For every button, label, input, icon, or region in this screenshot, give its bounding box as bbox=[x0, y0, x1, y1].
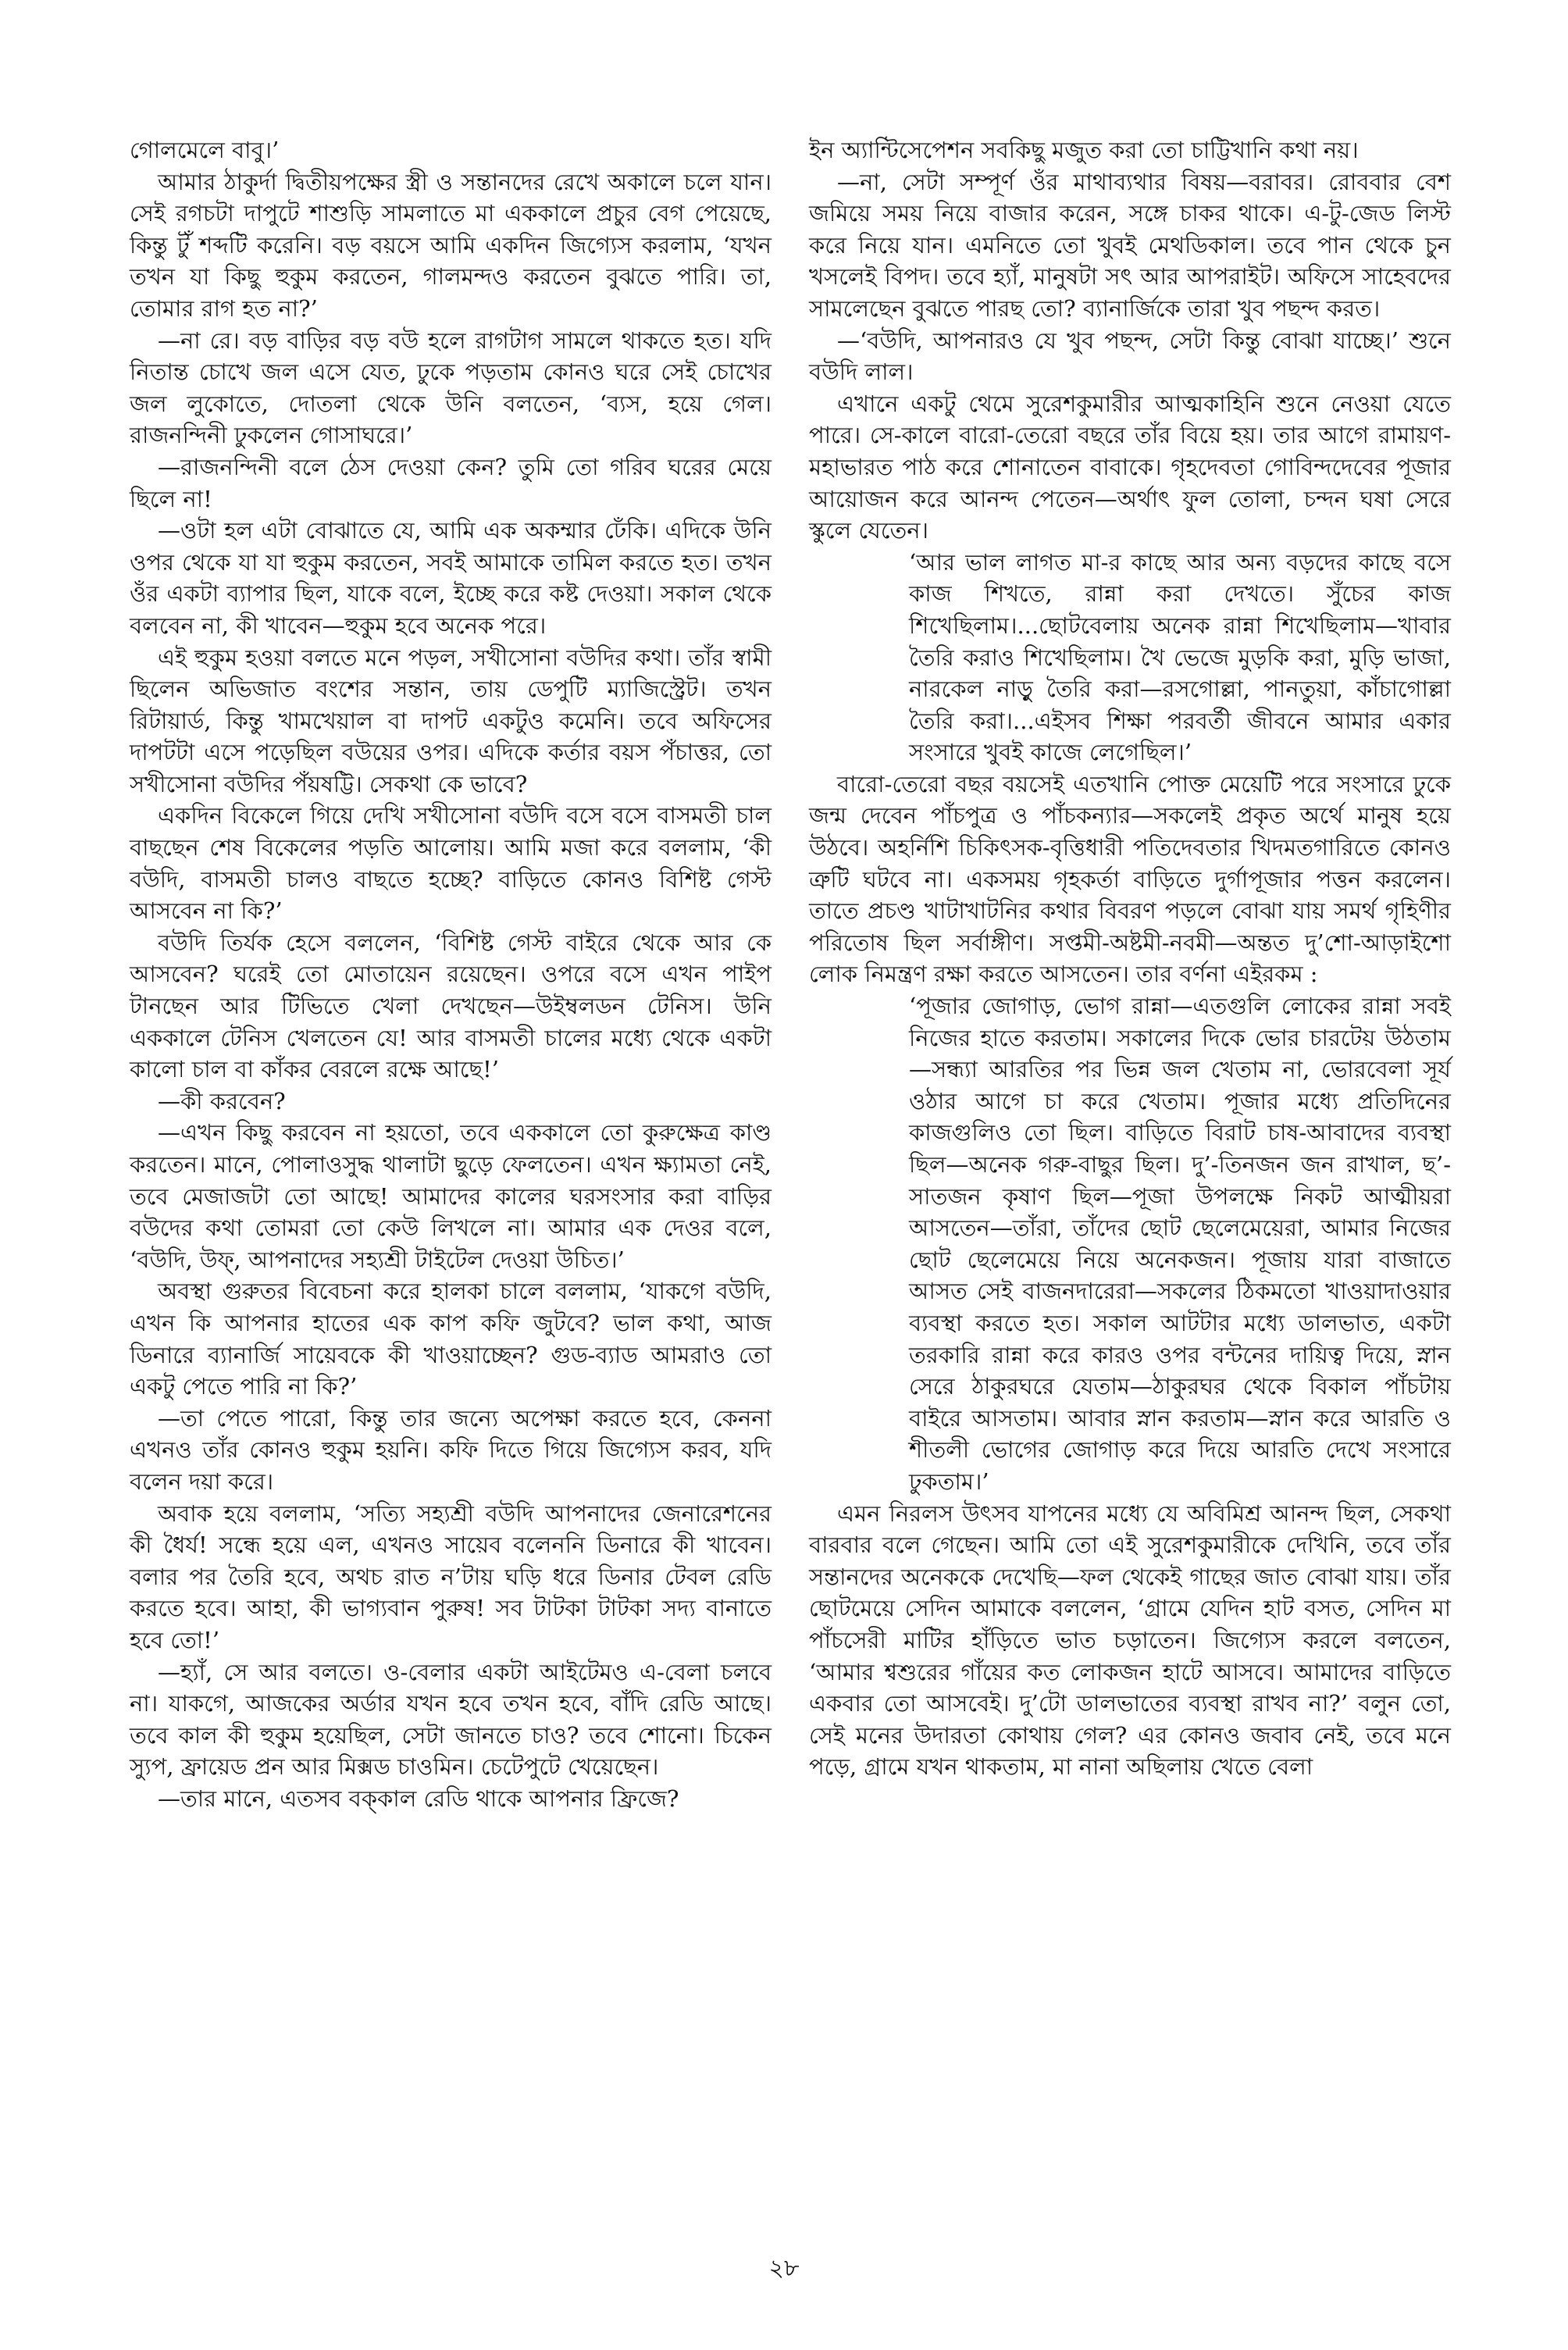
paragraph: অবাক হয়ে বললাম, ‘সত্যি সহ্যশ্রী বউদি আপনাদের জেনারেশনের কী ধৈর্য! সন্ধে হয়ে এল, এখনও সায়েব বলেননি ডিনারে কী খাবেন। বলার পর তৈরি হবে, অথচ রাত ন’টায় ঘড়ি ধরে ডিনার টেবল রেডি করতে হবে। আহা, কী ভাগ্যবান পুরুষ! সব টাটকা টাটকা সদ্য বানাতে হবে তো!’ bbox=[130, 1500, 772, 1653]
paragraph: বারো-তেরো বছর বয়সেই এতখানি পোক্ত মেয়েটি পরে সংসারে ঢুকে জন্ম দেবেন পাঁচপুত্র ও পাঁচকন্যার—সকলেই প্রকৃত অর্থে মানুষ হয়ে উঠবে। অহর্নিশি চিকিৎসক-বৃত্তিধারী পতিদেবতার খিদমতগারিতে কোনও ত্রুটি ঘটবে না। একসময় গৃহকর্তা বাড়িতে দুর্গাপূজার পত্তন করলেন। তাতে প্রচণ্ড খাটাখাটনির কথার বিবরণ পড়লে বোঝা যায় সমর্থ গৃহিণীর পরিতোষ ছিল সর্বাঙ্গীণ। সপ্তমী-অষ্টমী-নবমী—অন্তত দু’শো-আড়াইশো লোক নিমন্ত্রণ রক্ষা করতে আসতেন। তার বর্ণনা এইরকম : bbox=[809, 770, 1451, 988]
paragraph: আমার ঠাকুর্দা দ্বিতীয়পক্ষের স্ত্রী ও সন্তানদের রেখে অকালে চলে যান। সেই রগচটা দাপুটে শাশুড়ি সামলাতে মা এককালে প্রচুর বেগ পেয়েছে, কিন্তু টুঁ শব্দটি করেনি। বড় বয়সে আমি একদিন জিগ্যেস করলাম, ‘যখন তখন যা কিছু হুকুম করতেন, গালমন্দও করতেন বুঝতে পারি। তা, তোমার রাগ হত না?’ bbox=[130, 168, 772, 322]
paragraph: —‘বউদি, আপনারও যে খুব পছন্দ, সেটা কিন্তু বোঝা যাচ্ছে।’ শুনে বউদি লাল। bbox=[809, 326, 1451, 386]
paragraph: অবস্থা গুরুতর বিবেচনা করে হালকা চালে বললাম, ‘যাকগে বউদি, এখন কি আপনার হাতের এক কাপ কফি জুটবে? ভাল কথা, আজ ডিনারে ব্যানার্জি সায়েবকে কী খাওয়াচ্ছেন? গুড-ব্যাড আমরাও তো একটু পেতে পারি না কি?’ bbox=[130, 1278, 772, 1400]
paragraph: —এখন কিছু করবেন না হয়তো, তবে এককালে তো কুরুক্ষেত্র কাণ্ড করতেন। মানে, পোলাওসুদ্ধ থালাটা ছুড়ে ফেলতেন। এখন ক্ষ্যামতা নেই, তবে মেজাজটা তো আছে! আমাদের কালের ঘরসংসার করা বাড়ির বউদের কথা তোমরা তো কেউ লিখলে না। আমার এক দেওর বলে, ‘বউদি, উফ্, আপনাদের সহ্যশ্রী টাইটেল দেওয়া উচিত।’ bbox=[130, 1119, 772, 1273]
paragraph: এমন নিরলস উৎসব যাপনের মধ্যে যে অবিমিশ্র আনন্দ ছিল, সেকথা বারবার বলে গেছেন। আমি তো এই সুরেশকুমারীকে দেখিনি, তবে তাঁর সন্তানদের অনেককে দেখেছি—ফল থেকেই গাছের জাত বোঝা যায়। তাঁর ছোটমেয়ে সেদিন আমাকে বললেন, ‘গ্রামে যেদিন হাট বসত, সেদিন মা পাঁচসেরী মাটির হাঁড়িতে ভাত চড়াতেন। জিগ্যেস করলে বলতেন, ‘আমার শ্বশুরের গাঁয়ের কত লোকজন হাটে আসবে। আমাদের বাড়িতে একবার তো আসবেই। দু’টো ডালভাতের ব্যবস্থা রাখব না?’ বলুন তো, সেই মনের উদারতা কোথায় গেল? এর কোনও জবাব নেই, তবে মনে পড়ে, গ্রামে যখন থাকতাম, মা নানা অছিলায় খেতে বেলা bbox=[809, 1500, 1451, 1781]
paragraph: একদিন বিকেলে গিয়ে দেখি সখীসোনা বউদি বসে বসে বাসমতী চাল বাছছেন শেষ বিকেলের পড়তি আলোয়। আমি মজা করে বললাম, ‘কী বউদি, বাসমতী চালও বাছতে হচ্ছে? বাড়িতে কোনও বিশিষ্ট গেস্ট আসবেন না কি?’ bbox=[130, 802, 772, 925]
paragraph: ইন অ্যান্টিসেপেশন সবকিছু মজুত করা তো চাট্টিখানি কথা নয়। bbox=[809, 137, 1359, 163]
right-column bbox=[809, 134, 1451, 1783]
paragraph: —কী করবেন? bbox=[158, 1087, 286, 1114]
paragraph: —না রে। বড় বাড়ির বড় বউ হলে রাগটাগ সামলে থাকতে হত। যদি নিতান্ত চোখে জল এসে যেত, ঢুকে পড়তাম কোনও ঘরে সেই চোখের জল লুকোতে, দোতলা থেকে উনি বলতেন, ‘ব্যস, হয়ে গেল। রাজনন্দিনী ঢুকলেন গোসাঘরে।’ bbox=[130, 326, 772, 449]
paragraph: বউদি তির্যক হেসে বললেন, ‘বিশিষ্ট গেস্ট বাইরে থেকে আর কে আসবেন? ঘরেই তো মোতায়েন রয়েছেন। ওপরে বসে এখন পাইপ টানছেন আর টিভিতে খেলা দেখছেন—উইম্বলডন টেনিস। উনি এককালে টেনিস খেলতেন যে! আর বাসমতী চালের মধ্যে থেকে একটা কালো চাল বা কাঁকর বেরলে রক্ষে আছে!’ bbox=[130, 929, 772, 1083]
block-quote bbox=[909, 990, 1451, 1498]
paragraph: গোলমেলে বাবু।’ bbox=[130, 137, 280, 163]
paragraph: —হ্যাঁ, সে আর বলতে। ও-বেলার একটা আইটেমও এ-বেলা চলবে না। যাকগে, আজকের অর্ডার যখন হবে তখন হবে, বাঁদি রেডি আছে। তবে কাল কী হুকুম হয়েছিল, সেটা জানতে চাও? তবে শোনো। চিকেন স্যুপ, ফ্রায়েড প্রন আর মিক্সড চাওমিন। চেটেপুটে খেয়েছেন। bbox=[130, 1658, 772, 1781]
paragraph: —তা পেতে পারো, কিন্তু তার জন্যে অপেক্ষা করতে হবে, কেননা এখনও তাঁর কোনও হুকুম হয়নি। কফি দিতে গিয়ে জিগ্যেস করব, যদি বলেন দয়া করে। bbox=[130, 1404, 772, 1495]
left-column bbox=[130, 134, 772, 1814]
page-number: ২৮ bbox=[768, 2255, 800, 2282]
block-quote-paragraph: ‘পূজার জোগাড়, ভোগ রান্না—এতগুলি লোকের রান্না সবই নিজের হাতে করতাম। সকালের দিকে ভোর চারটেয় উঠতাম—সন্ধ্যা আরতির পর ভিন্ন জল খেতাম না, ভোরবেলা সূর্য ওঠার আগে চা করে খেতাম। পূজার মধ্যে প্রতিদিনের কাজগুলিও তো ছিল। বাড়িতে বিরাট চাষ-আবাদের ব্যবস্থা ছিল—অনেক গরু-বাছুর ছিল। দু’-তিনজন জন রাখাল, ছ’-সাতজন কৃষাণ ছিল—পূজা উপলক্ষে নিকট আত্মীয়রা আসতেন—তাঁরা, তাঁদের ছোট ছেলেমেয়েরা, আমার নিজের ছোট ছেলেমেয়ে নিয়ে অনেকজন। পূজায় যারা বাজাতে আসত সেই বাজনদারেরা—সকলের ঠিকমতো খাওয়াদাওয়ার ব্যবস্থা করতে হত। সকাল আটটার মধ্যে ডালভাত, একটা তরকারি রান্না করে কারও ওপর বন্টনের দায়িত্ব দিয়ে, স্নান সেরে ঠাকুরঘরে যেতাম—ঠাকুরঘর থেকে বিকাল পাঁচটায় বাইরে আসতাম। আবার স্নান করতাম—স্নান করে আরতি ও শীতলী ভোগের জোগাড় করে দিয়ে আরতি দেখে সংসারে ঢুকতাম।’ bbox=[909, 993, 1451, 1495]
paragraph: এই হুকুম হওয়া বলতে মনে পড়ল, সখীসোনা বউদির কথা। তাঁর স্বামী ছিলেন অভিজাত বংশের সন্তান, তায় ডেপুটি ম্যাজিস্ট্রেট। তখন রিটায়ার্ড, কিন্তু খামখেয়াল বা দাপট একটুও কমেনি। তবে অফিসের দাপটটা এসে পড়েছিল বউয়ের ওপর। এদিকে কর্তার বয়স পঁচাত্তর, তো সখীসোনা বউদির পঁয়ষট্টি। সেকথা কে ভাবে? bbox=[130, 644, 772, 797]
block-quote-paragraph: ‘আর ভাল লাগত মা-র কাছে আর অন্য বড়দের কাছে বসে কাজ শিখতে, রান্না করা দেখতে। সুঁচের কাজ শিখেছিলাম।...ছোটবেলায় অনেক রান্না শিখেছিলাম—খাবার তৈরি করাও শিখেছিলাম। খৈ ভেজে মুড়কি করা, মুড়ি ভাজা, নারকেল নাড়ু তৈরি করা—রসগোল্লা, পানতুয়া, কাঁচাগোল্লা তৈরি করা।...এইসব শিক্ষা পরবর্তী জীবনে আমার একার সংসারে খুবই কাজে লেগেছিল।’ bbox=[909, 548, 1451, 766]
paragraph: —ওটা হল এটা বোঝাতে যে, আমি এক অকম্মার ঢেঁকি। এদিকে উনি ওপর থেকে যা যা হুকুম করতেন, সবই আমাকে তামিল করতে হত। তখন ওঁর একটা ব্যাপার ছিল, যাকে বলে, ইচ্ছে করে কষ্ট দেওয়া। সকাল থেকে বলবেন না, কী খাবেন—হুকুম হবে অনেক পরে। bbox=[130, 517, 772, 639]
paragraph: এখানে একটু থেমে সুরেশকুমারীর আত্মকাহিনি শুনে নেওয়া যেতে পারে। সে-কালে বারো-তেরো বছরে তাঁর বিয়ে হয়। তার আগে রামায়ণ-মহাভারত পাঠ করে শোনাতেন বাবাকে। গৃহদেবতা গোবিন্দদেবের পূজার আয়োজন করে আনন্দ পেতেন—অর্থাৎ ফুল তোলা, চন্দন ঘষা সেরে স্কুলে যেতেন। bbox=[809, 390, 1451, 544]
paragraph: —তার মানে, এতসব বক্‌কাল রেডি থাকে আপনার ফ্রিজে? bbox=[158, 1785, 679, 1812]
block-quote bbox=[909, 547, 1451, 768]
paragraph: —না, সেটা সম্পূর্ণ ওঁর মাথাব্যথার বিষয়—বরাবর। রোববার বেশ জমিয়ে সময় নিয়ে বাজার করেন, সঙ্গে চাকর থাকে। এ-টু-জেড লিস্ট করে নিয়ে যান। এমনিতে তো খুবই মেথডিকাল। তবে পান থেকে চুন খসলেই বিপদ। তবে হ্যাঁ, মানুষটা সৎ আর আপরাইট। অফিসে সাহেবদের সামলেছেন বুঝতে পারছ তো? ব্যানার্জিকে তারা খুব পছন্দ করত। bbox=[809, 168, 1451, 322]
paragraph: —রাজনন্দিনী বলে ঠেস দেওয়া কেন? তুমি তো গরিব ঘরের মেয়ে ছিলে না! bbox=[130, 453, 772, 512]
